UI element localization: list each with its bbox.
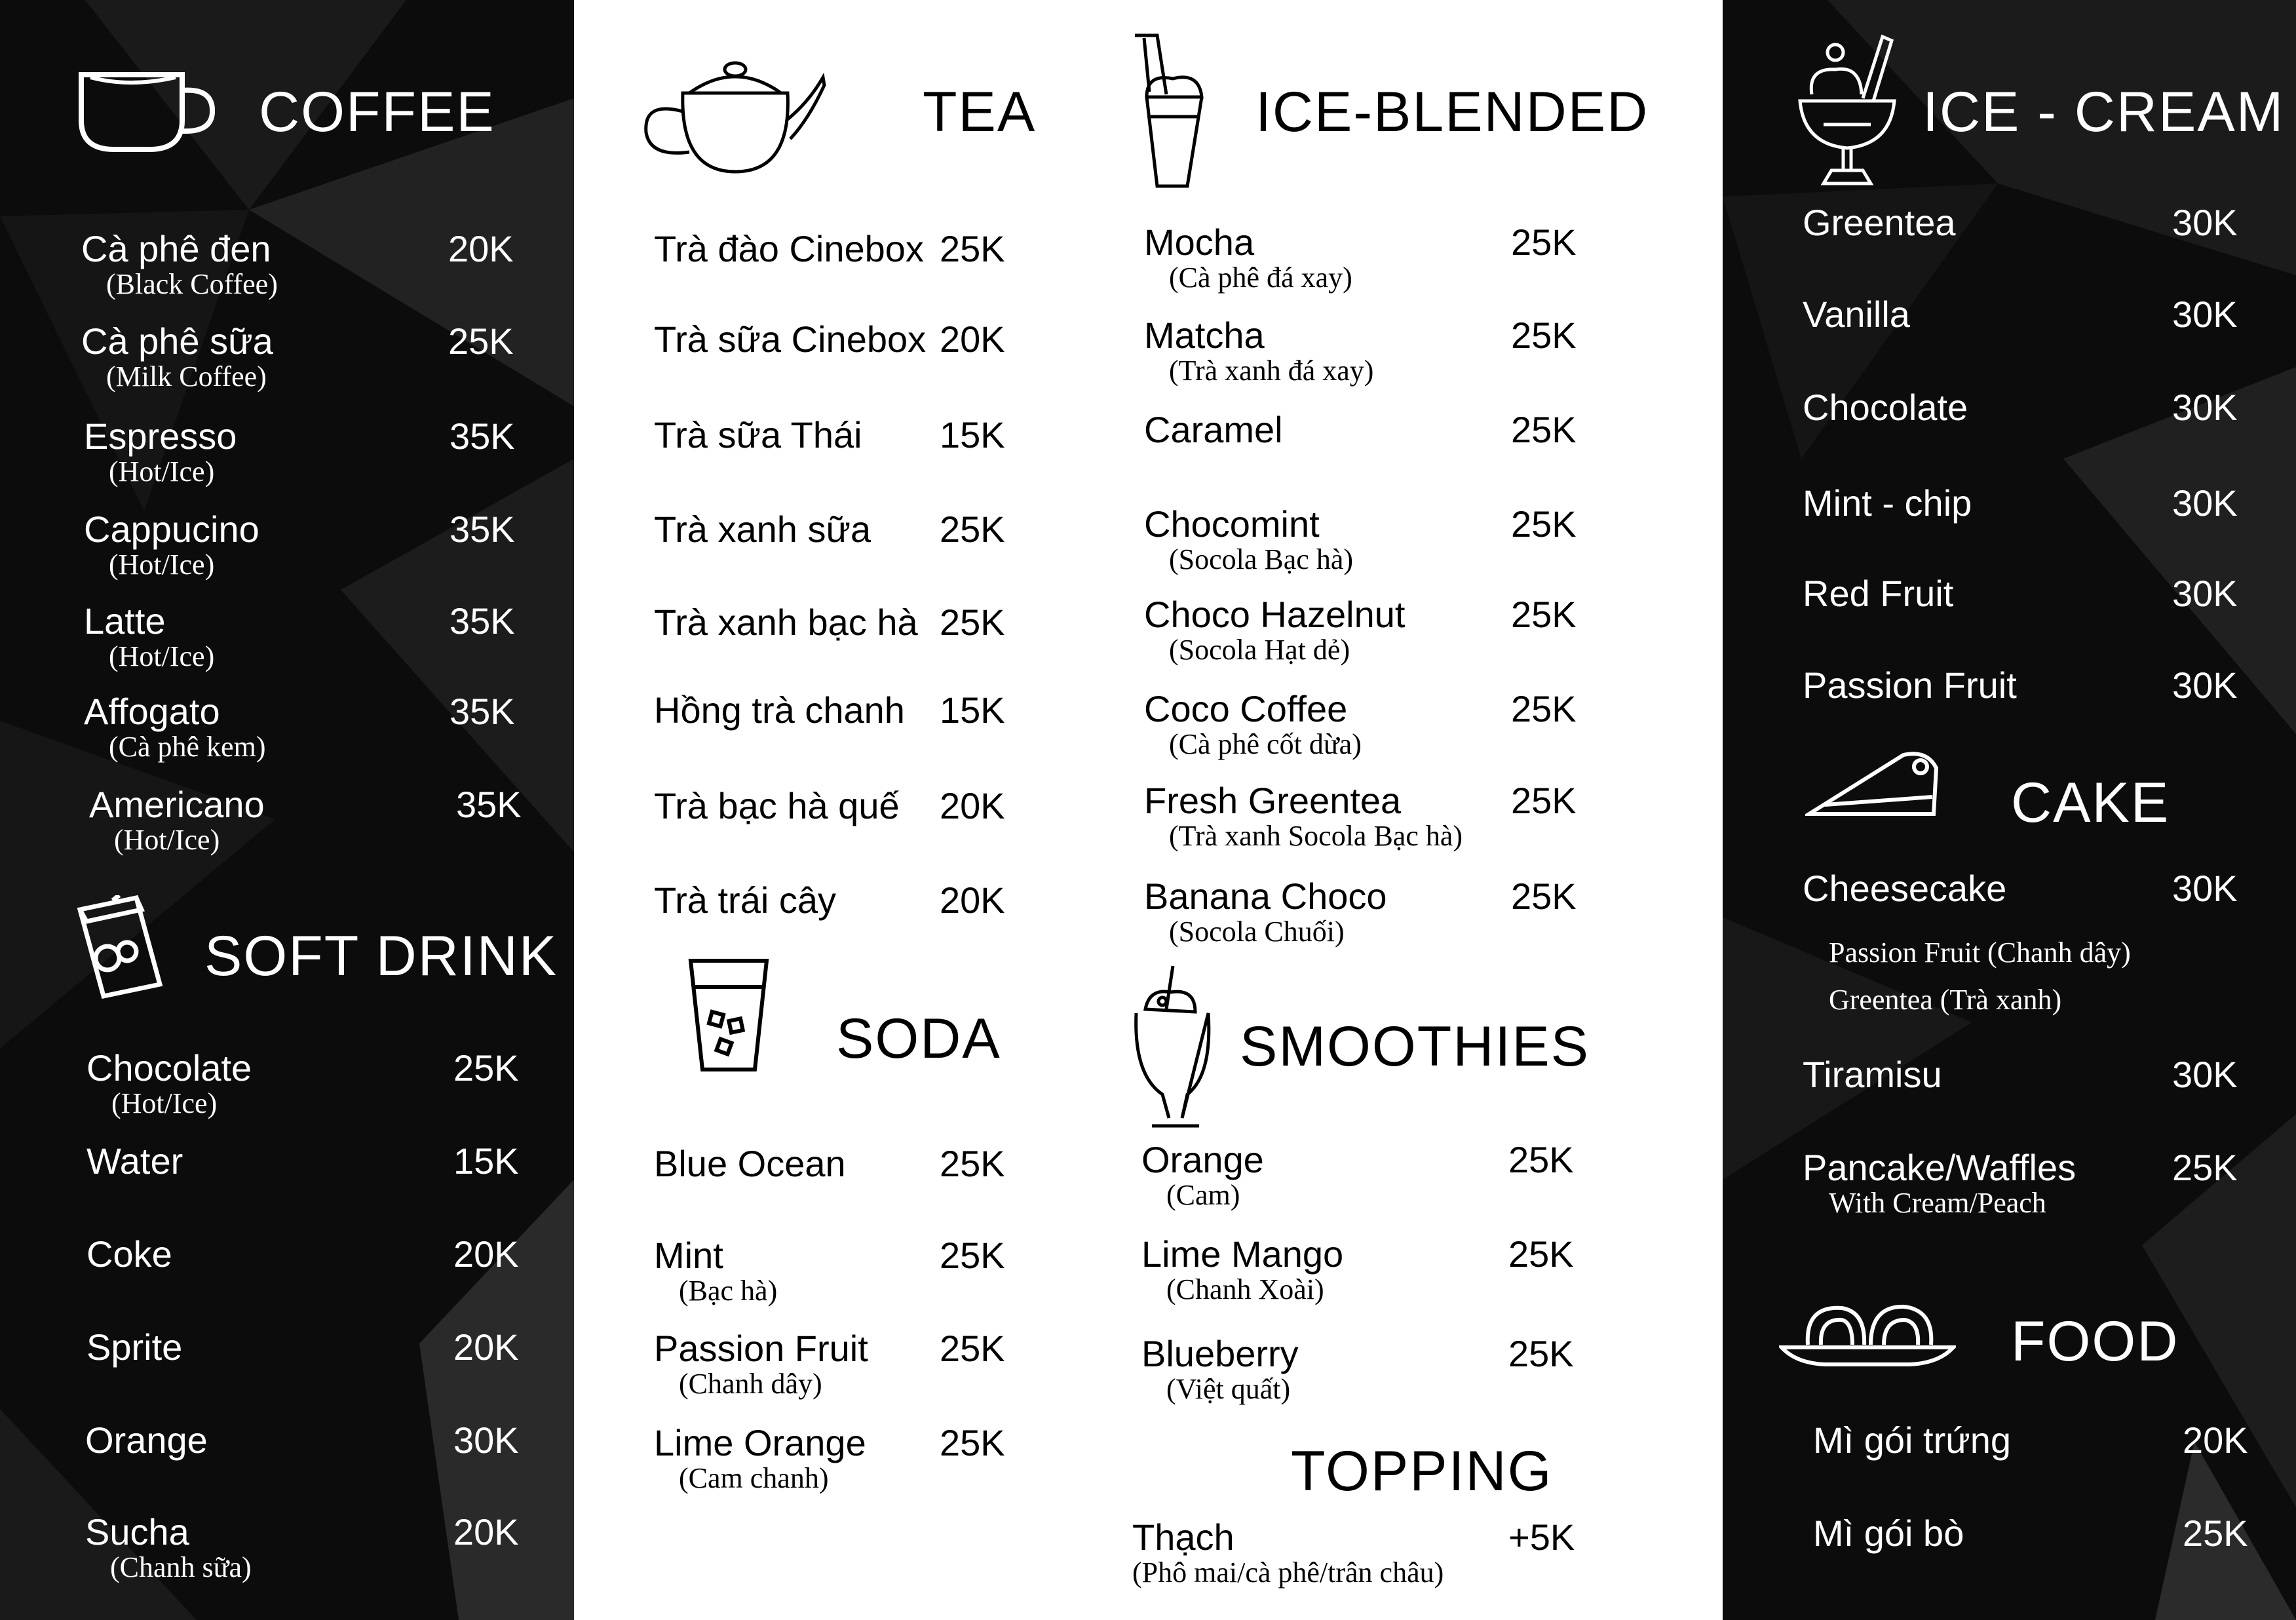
left-dark-panel <box>0 0 574 1620</box>
item-subtitle: (Milk Coffee) <box>106 360 267 393</box>
item-price: 25K <box>1511 594 1577 635</box>
item-price: 15K <box>453 1140 519 1182</box>
item-name: Trà xanh bạc hà <box>654 602 918 643</box>
soda-title: SODA <box>836 1007 1001 1070</box>
item-subtitle: (Chanh sữa) <box>110 1551 252 1583</box>
item-price: 20K <box>940 318 1005 360</box>
item-name: Thạch <box>1132 1516 1234 1558</box>
item-price: 25K <box>453 1047 519 1089</box>
ice-cream-title: ICE - CREAM <box>1923 81 2285 144</box>
item-subtitle: (Socola Bạc hà) <box>1169 543 1353 575</box>
item-subtitle: (Cà phê đá xay) <box>1169 261 1352 294</box>
item-subtitle: (Socola Hạt dẻ) <box>1169 634 1350 666</box>
item-price: 25K <box>940 602 1005 643</box>
item-subtitle: (Hot/Ice) <box>111 1087 218 1119</box>
item-name: Trà sữa Cinebox <box>654 318 927 360</box>
tea-list <box>574 0 1148 937</box>
item-name: Red Fruit <box>1803 573 1954 614</box>
item-subtitle: (Trà xanh đá xay) <box>1169 355 1374 387</box>
item-name: Blueberry <box>1141 1333 1299 1374</box>
item-subtitle: (Cà phê kem) <box>109 731 266 763</box>
item-price: 35K <box>450 691 515 732</box>
item-price: 25K <box>940 509 1005 550</box>
ice-blended-section <box>1144 0 1723 957</box>
food-list <box>1723 1258 2296 1620</box>
item-price: +5K <box>1508 1516 1575 1558</box>
item-subtitle: (Cam chanh) <box>679 1462 829 1494</box>
item-price: 25K <box>940 1235 1005 1276</box>
item-subtitle: (Hot/Ice) <box>109 455 215 488</box>
item-price: 20K <box>453 1326 519 1368</box>
tea-title: TEA <box>923 81 1037 144</box>
item-price: 20K <box>448 228 514 269</box>
item-name: Trà đào Cinebox <box>654 228 924 269</box>
item-price: 25K <box>1508 1139 1574 1180</box>
item-name: Chocolate <box>86 1047 252 1089</box>
item-price: 25K <box>1508 1233 1574 1275</box>
item-price: 30K <box>2172 1054 2238 1095</box>
item-name: Lime Orange <box>654 1422 866 1463</box>
smoothies-title: SMOOTHIES <box>1240 1015 1590 1078</box>
item-price: 25K <box>1511 409 1577 450</box>
ice-blended-title: ICE-BLENDED <box>1255 81 1649 144</box>
cheesecake-option: Passion Fruit (Chanh dây) <box>1829 936 2131 969</box>
ice-cream-list <box>1723 0 2296 734</box>
item-subtitle: (Chanh dây) <box>679 1368 822 1400</box>
item-name: Orange <box>85 1419 208 1461</box>
item-subtitle: (Cam) <box>1166 1179 1240 1211</box>
smoothies-section <box>1141 957 1723 1416</box>
item-name: Cappucino <box>84 509 259 550</box>
ice-blended-list <box>1144 0 1723 957</box>
item-subtitle: With Cream/Peach <box>1829 1187 2046 1219</box>
item-price: 25K <box>1511 315 1577 356</box>
soft-drink-title: SOFT DRINK <box>204 925 558 988</box>
item-name: Pancake/Waffles <box>1803 1147 2076 1188</box>
item-subtitle: (Cà phê cốt dừa) <box>1169 728 1362 760</box>
item-price: 30K <box>2172 202 2238 243</box>
item-subtitle: (Chanh Xoài) <box>1166 1273 1324 1305</box>
item-name: Orange <box>1141 1139 1264 1180</box>
soft-drink-list <box>0 872 574 1620</box>
item-subtitle: (Trà xanh Socola Bạc hà) <box>1169 820 1463 852</box>
item-name: Caramel <box>1144 409 1283 450</box>
item-name: Passion Fruit <box>1803 665 2017 706</box>
item-name: Trà bạc hà quế <box>654 785 900 826</box>
item-name: Coke <box>86 1233 172 1275</box>
item-name: Cheesecake <box>1803 868 2007 909</box>
item-name: Passion Fruit <box>654 1328 868 1369</box>
item-price: 25K <box>1508 1333 1574 1374</box>
item-name: Espresso <box>84 415 237 457</box>
coffee-section <box>0 0 574 872</box>
item-price: 25K <box>940 228 1005 269</box>
item-name: Chocomint <box>1144 503 1320 545</box>
item-price: 20K <box>453 1233 519 1275</box>
item-name: Mint <box>654 1235 723 1276</box>
item-subtitle: (Hot/Ice) <box>114 824 220 856</box>
item-name: Choco Hazelnut <box>1144 594 1406 635</box>
item-subtitle: (Việt quất) <box>1166 1373 1291 1405</box>
item-name: Trà xanh sữa <box>654 509 871 550</box>
item-name: Mint - chip <box>1803 482 1972 524</box>
item-price: 25K <box>2172 1147 2238 1188</box>
item-price: 35K <box>450 415 515 457</box>
item-name: Mì gói trứng <box>1813 1419 2012 1461</box>
item-name: Coco Coffee <box>1144 688 1348 729</box>
soda-list <box>574 937 1148 1620</box>
middle-light-panel <box>574 0 1723 1620</box>
item-price: 20K <box>2183 1419 2248 1461</box>
item-price: 15K <box>940 414 1005 455</box>
item-name: Trà sữa Thái <box>654 414 862 455</box>
item-price: 25K <box>448 320 514 362</box>
item-price: 35K <box>450 600 515 642</box>
item-name: Mì gói bò <box>1813 1513 1964 1554</box>
soft-drink-section <box>0 872 574 1620</box>
item-price: 25K <box>940 1422 1005 1463</box>
item-name: Sucha <box>85 1511 189 1552</box>
item-name: Greentea <box>1803 202 1956 243</box>
item-subtitle: (Black Coffee) <box>106 268 278 300</box>
tea-section <box>574 0 1148 937</box>
item-subtitle: (Bạc hà) <box>679 1275 778 1307</box>
item-price: 30K <box>2172 665 2238 706</box>
item-name: Cà phê đen <box>81 228 271 269</box>
item-price: 35K <box>450 509 515 550</box>
item-name: Sprite <box>86 1326 183 1368</box>
item-name: Trà trái cây <box>654 879 836 921</box>
item-price: 25K <box>1511 688 1577 729</box>
item-name: Chocolate <box>1803 387 1968 428</box>
topping-title: TOPPING <box>1291 1440 1553 1503</box>
smoothies-list <box>1141 957 1723 1416</box>
item-name: Blue Ocean <box>654 1143 846 1184</box>
item-name: Vanilla <box>1803 294 1910 335</box>
item-price: 25K <box>940 1143 1005 1184</box>
item-price: 25K <box>940 1328 1005 1369</box>
item-price: 25K <box>1511 222 1577 263</box>
item-price: 20K <box>940 879 1005 921</box>
item-price: 30K <box>2172 387 2238 428</box>
item-subtitle: (Hot/Ice) <box>109 640 215 672</box>
item-name: Cà phê sữa <box>81 320 273 362</box>
item-name: Lime Mango <box>1141 1233 1344 1275</box>
coffee-title: COFFEE <box>259 81 495 144</box>
cake-list <box>1723 734 2296 1258</box>
ice-cream-section <box>1723 0 2296 734</box>
item-name: Fresh Greentea <box>1144 780 1402 821</box>
right-dark-panel <box>1723 0 2296 1620</box>
item-price: 25K <box>2183 1513 2248 1554</box>
soda-section <box>574 937 1148 1620</box>
topping-list <box>1132 1416 1723 1620</box>
item-price: 30K <box>2172 482 2238 524</box>
item-subtitle: (Phô mai/cà phê/trân châu) <box>1132 1556 1444 1589</box>
item-subtitle: (Socola Chuối) <box>1169 916 1345 948</box>
item-name: Affogato <box>84 691 220 732</box>
item-price: 30K <box>2172 294 2238 335</box>
coffee-list <box>0 0 574 872</box>
food-section <box>1723 1258 2296 1620</box>
cake-section <box>1723 734 2296 1258</box>
item-subtitle: (Hot/Ice) <box>109 549 215 581</box>
item-name: Matcha <box>1144 315 1265 356</box>
item-name: Tiramisu <box>1803 1054 1942 1095</box>
item-name: Water <box>86 1140 183 1182</box>
item-price: 25K <box>1511 503 1577 545</box>
cheesecake-option: Greentea (Trà xanh) <box>1829 984 2062 1016</box>
item-name: Hồng trà chanh <box>654 689 905 731</box>
item-price: 15K <box>940 689 1005 731</box>
item-price: 20K <box>940 785 1005 826</box>
item-price: 30K <box>453 1419 519 1461</box>
item-name: Latte <box>84 600 166 642</box>
item-name: Mocha <box>1144 222 1255 263</box>
topping-section <box>1132 1416 1723 1620</box>
item-name: Americano <box>89 784 265 825</box>
item-price: 35K <box>456 784 522 825</box>
item-price: 30K <box>2172 573 2238 614</box>
item-price: 25K <box>1511 780 1577 821</box>
cake-title: CAKE <box>2011 771 2170 834</box>
item-name: Banana Choco <box>1144 876 1387 917</box>
food-title: FOOD <box>2011 1310 2179 1373</box>
item-price: 25K <box>1511 876 1577 917</box>
item-price: 20K <box>453 1511 519 1552</box>
item-price: 30K <box>2172 868 2238 909</box>
